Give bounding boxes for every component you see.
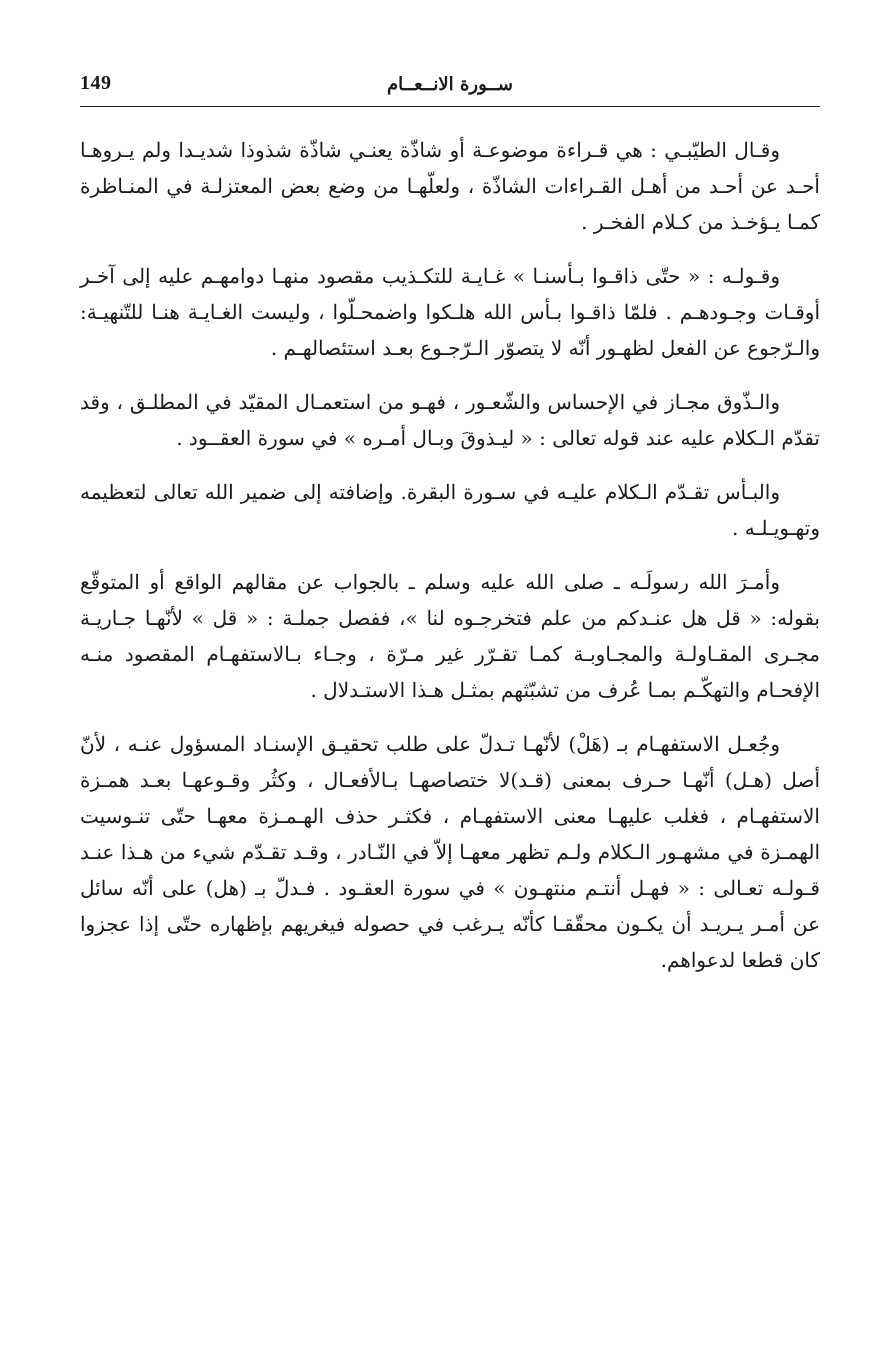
paragraph: والبـأس تقـدّم الـكلام عليـه في سـورة البقرة. وإضافته إلى ضمير الله تعالى لتعظيمه وتهـويـلـه . <box>80 480 820 540</box>
paragraph: وأمـرَ الله رسولَـه ـ صلى الله عليه وسلم ـ بالجواب عن مقالهم الواقع أو المتوقّع بقوله: « قل هل عنـدكم من علم فتخرجـوه لنا »، ففصل جملـة : « قل » لأنّهـا جـاريـة مجـرى المقـاولـة والمجـاوبـة كمـا تقـرّر غير مـرّة ، وجـاء بـالاستفهـام المقصود منـه الإفحـام والتهكّـم بمـا عُرف من تشبّثهم بمثـل هـذا الاستـدلال . <box>80 570 820 702</box>
running-title: ســورة الانــعــام <box>387 74 513 95</box>
paragraph: وقـولـه : « حتّى ذاقـوا بـأسنـا » غـايـة للتكـذيب مقصود منهـا دوامهـم عليه إلى آخـر أوقـات وجـودهـم . فلمّا ذاقـوا بـأس الله هلـكوا واضمحـلّوا ، وليست الغـايـة هنـا للتّنهيـة: والـرّجوع عن الفعل لظهـور أنّه لا يتصوّر الـرّجـوع بعـد استئصالهـم . <box>80 264 820 360</box>
page-number: 149 <box>80 72 112 94</box>
header-divider <box>80 106 820 107</box>
body-text <box>80 132 820 978</box>
paragraph: والـذّوق مجـاز في الإحساس والشّعـور ، فهـو من استعمـال المقيّد في المطلـق ، وقد تقدّم الـكلام عليه عند قوله تعالى : « ليـذوقَ وبـال أمـره » في سورة العقــود . <box>80 390 820 450</box>
paragraph: وقـال الطيّبـي : هي قـراءة موضوعـة أو شاذّة يعنـي شاذّة شذوذا شديـدا ولم يـروهـا أحـد عن أحـد من أهـل القـراءات الشاذّة ، ولعلّهـا من وضع بعض المعتزلـة في المنـاظرة كمـا يـؤخـذ من كـلام الفخـر . <box>80 138 820 234</box>
page-header <box>80 70 820 104</box>
paragraph: وجُعـل الاستفهـام بـ (هَلْ) لأنّهـا تـدلّ على طلب تحقيـق الإسنـاد المسؤول عنـه ، لأنّ أصل (هـل) أنّهـا حـرف بمعنى (قـد)لا ختصاصهـا بـالأفعـال ، وكثُر وقـوعهـا بعـد همـزة الاستفهـام ، فغلب عليهـا معنى الاستفهـام ، فكثـر حذف الهـمـزة معهـا حتّى تنـوسيت الهمـزة في مشهـور الـكلام ولـم تظهر معهـا إلاّ في النّـادر ، وقـد تقـدّم شيء من هـذا عنـد قـولـه تعـالى : « فهـل أنتـم منتهـون » في سورة العقـود . فـدلّ بـ (هل) على أنّه سائل عن أمـر يـريـد أن يكـون محقّقـا كأنّه يـرغب في حصوله فيغريهم بإظهاره حتّى إذا عجزوا كان قطعا لدعواهم. <box>80 732 820 972</box>
